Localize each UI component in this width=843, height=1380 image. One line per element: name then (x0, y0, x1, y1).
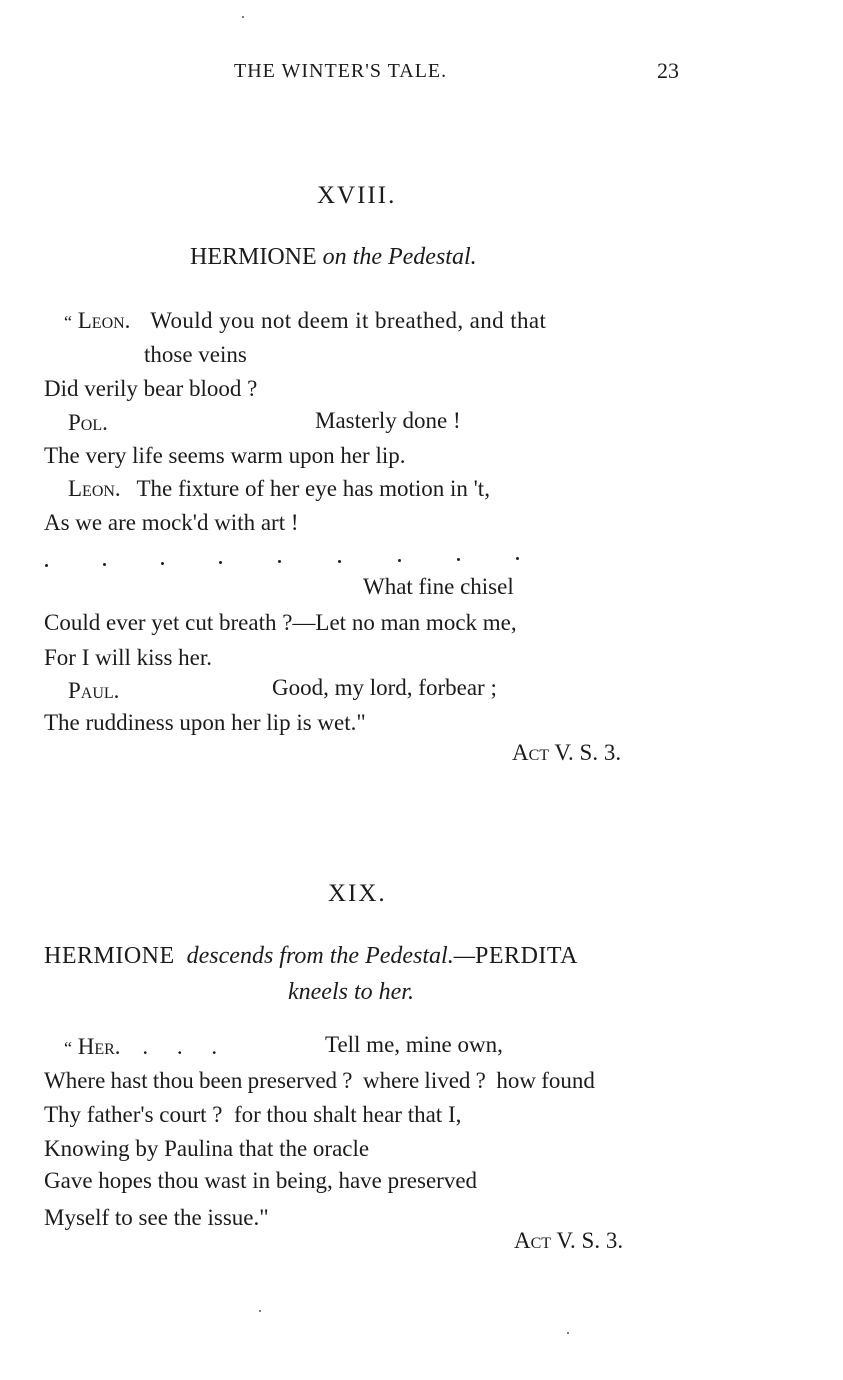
paper-speck (242, 16, 244, 18)
page-number: 23 (657, 58, 679, 83)
speaker-name: Leon. (77, 308, 131, 333)
paper-speck (567, 1332, 569, 1334)
verse-line: Where hast thou been preserved ? where lived ? how found (44, 1068, 595, 1093)
verse-line (68, 476, 490, 502)
verse-text: Masterly done ! (315, 408, 461, 433)
verse-line: Did verily bear blood ? (44, 376, 258, 401)
verse-text: Tell me, mine own, (325, 1032, 503, 1057)
verse-line: The ruddiness upon her lip is wet." (44, 710, 366, 735)
speaker-name: Paul. (68, 678, 120, 703)
verse-text: Good, my lord, forbear ; (272, 675, 497, 700)
heading-name: HERMIONE (44, 943, 175, 969)
verse-line: those veins (144, 342, 247, 367)
act-scene-citation: Act V. S. 3. (512, 740, 622, 765)
section-heading-xix-cont: kneels to her. (288, 979, 414, 1005)
speaker-name: Leon. (68, 476, 121, 501)
heading-stage-direction: on the Pedestal. (322, 244, 477, 270)
verse-text: The fixture of her eye has motion in 't, (136, 476, 490, 501)
verse-line: Thy father's court ? for thou shalt hear that I, (44, 1102, 462, 1127)
section-numeral-xix: XIX. (328, 880, 387, 907)
verse-line: What fine chisel (363, 574, 514, 599)
speaker-name: Pol. (68, 410, 108, 435)
paper-speck (259, 1310, 261, 1312)
verse-line: As we are mock'd with art ! (44, 510, 299, 535)
verse-text: Would you not deem it breathed, and that (150, 308, 547, 333)
verse-line: Myself to see the issue." (44, 1205, 269, 1230)
verse-line: “ Her. . . . (64, 1034, 218, 1059)
verse-line: For I will kiss her. (44, 645, 213, 670)
verse-line: “ Leon. Would you not deem it breathed, and that (64, 308, 547, 333)
ellipsis-dots: . . . (142, 1034, 218, 1059)
verse-line: Gave hopes thou wast in being, have preserved (44, 1168, 478, 1193)
section-heading-xix (44, 943, 578, 970)
act-scene-citation: Act V. S. 3. (514, 1228, 624, 1253)
heading-stage-direction: descends from the Pedestal.— (186, 943, 476, 969)
verse-line: The very life seems warm upon her lip. (44, 443, 406, 468)
speaker-name: Her. (77, 1034, 121, 1059)
running-title: THE WINTER'S TALE. (234, 60, 448, 82)
verse-line: Could ever yet cut breath ?—Let no man mock me, (44, 610, 517, 635)
verse-line: Knowing by Paulina that the oracle (44, 1136, 370, 1161)
section-numeral-xviii: XVIII. (317, 182, 397, 209)
section-heading-xviii (190, 244, 477, 271)
heading-name: HERMIONE (190, 244, 317, 270)
heading-name: PERDITA (475, 943, 578, 969)
